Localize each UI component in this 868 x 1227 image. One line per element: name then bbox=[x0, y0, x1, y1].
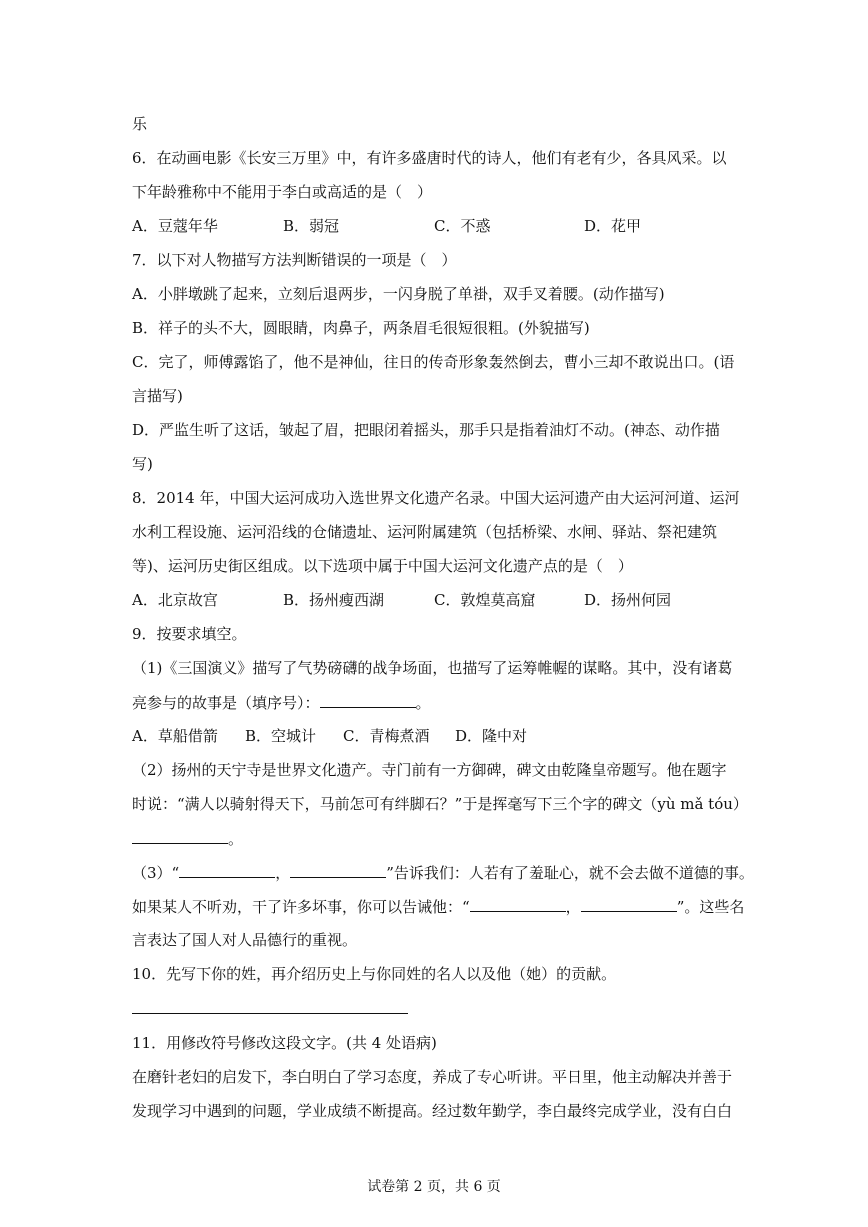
text-fragment: ， bbox=[565, 898, 581, 916]
question-8-stem-cont: 等)、运河历史街区组成。以下选项中属于中国大运河文化遗产点的是（ ） bbox=[132, 557, 633, 575]
question-7-option-b: B．祥子的头不大，圆眼睛，肉鼻子，两条眉毛很短很粗。(外貌描写) bbox=[132, 319, 590, 337]
question-9-part-1-cont bbox=[132, 692, 431, 713]
question-9-part-2: （2）扬州的天宁寺是世界文化遗产。寺门前有一方御碑，碑文由乾隆皇帝题写。他在题字 bbox=[132, 761, 727, 779]
option-d: D．花甲 bbox=[584, 217, 642, 235]
option-a: A．北京故宫 bbox=[132, 591, 218, 609]
question-6-stem-cont: 下年龄雅称中不能用于李白或高适的是（ ） bbox=[132, 183, 433, 201]
question-9-part-2-cont: 时说：“满人以骑射得天下，马前怎可有绊脚石？”于是挥毫写下三个字的碑文（yù mǎ tóu） bbox=[132, 795, 748, 813]
text-fragment: ”告诉我们：人若有了羞耻心，就不会去做不道德的事。 bbox=[386, 864, 754, 882]
text-fragment: 。 bbox=[415, 694, 431, 712]
answer-blank[interactable] bbox=[320, 692, 416, 708]
option-b: B．弱冠 bbox=[283, 217, 340, 235]
option-a: A．草船借箭 bbox=[132, 727, 218, 745]
option-b: B．扬州瘦西湖 bbox=[283, 591, 385, 609]
answer-blank[interactable] bbox=[179, 862, 275, 878]
option-c: C．不惑 bbox=[434, 217, 491, 235]
question-6-stem: 6．在动画电影《长安三万里》中，有许多盛唐时代的诗人，他们有老有少，各具风采。以 bbox=[132, 149, 727, 167]
question-7-option-a: A．小胖墩跳了起来，立刻后退两步，一闪身脱了单褂，双手叉着腰。(动作描写) bbox=[132, 285, 665, 303]
answer-line[interactable] bbox=[132, 1013, 408, 1014]
question-9-part-3 bbox=[132, 862, 754, 883]
option-d: D．扬州何园 bbox=[584, 591, 672, 609]
text-fragment: 亮参与的故事是（填序号）： bbox=[132, 694, 320, 712]
option-c: C．青梅煮酒 bbox=[343, 727, 430, 745]
answer-blank[interactable] bbox=[470, 896, 566, 912]
question-7-option-c: C．完了，师傅露馅了，他不是神仙，往日的传奇形象轰然倒去，曹小三却不敢说出口。(语 bbox=[132, 353, 735, 371]
question-7-stem: 7．以下对人物描写方法判断错误的一项是（ ） bbox=[132, 251, 457, 269]
question-9-part-2-cont bbox=[132, 828, 243, 849]
option-d: D．隆中对 bbox=[455, 727, 528, 745]
question-9-part-3-cont bbox=[132, 896, 744, 917]
question-8-stem: 8．2014 年，中国大运河成功入选世界文化遗产名录。中国大运河遗产由大运河河道、运河 bbox=[132, 489, 740, 507]
answer-blank[interactable] bbox=[581, 896, 677, 912]
answer-blank[interactable] bbox=[290, 862, 386, 878]
text-fragment: ， bbox=[275, 864, 291, 882]
page-footer: 试卷第 2 页，共 6 页 bbox=[367, 1179, 501, 1195]
option-c: C．敦煌莫高窟 bbox=[434, 591, 536, 609]
text-fragment: 如果某人不听劝，干了许多坏事，你可以告诫他：“ bbox=[132, 898, 470, 916]
question-9-part-1: （1)《三国演义》描写了气势磅礴的战争场面，也描写了运筹帷幄的谋略。其中，没有诸葛 bbox=[132, 659, 733, 677]
option-a: A．豆蔻年华 bbox=[132, 217, 218, 235]
question-8-stem-cont: 水利工程设施、运河沿线的仓储遗址、运河附属建筑（包括桥梁、水闸、驿站、祭祀建筑 bbox=[132, 523, 718, 541]
text-line: 乐 bbox=[132, 115, 148, 133]
text-fragment: 。 bbox=[228, 830, 244, 848]
answer-blank[interactable] bbox=[132, 828, 228, 844]
question-7-option-c-cont: 言描写) bbox=[132, 387, 183, 405]
text-fragment: （3）“ bbox=[132, 864, 180, 882]
question-11-passage: 在磨针老妇的启发下，李白明白了学习态度，养成了专心听讲。平日里，他主动解决并善于 bbox=[132, 1068, 733, 1086]
question-7-option-d-cont: 写) bbox=[132, 455, 153, 473]
text-fragment: ”。这些名 bbox=[676, 898, 745, 916]
question-7-option-d: D．严监生听了这话，皱起了眉，把眼闭着摇头，那手只是指着油灯不动。(神态、动作描 bbox=[132, 421, 720, 439]
question-9-part-3-cont: 言表达了国人对人品德行的重视。 bbox=[132, 931, 358, 949]
question-10-stem: 10．先写下你的姓，再介绍历史上与你同姓的名人以及他（她）的贡献。 bbox=[132, 965, 617, 983]
question-11-stem: 11．用修改符号修改这段文字。(共 4 处语病) bbox=[132, 1034, 437, 1052]
question-9-stem: 9．按要求填空。 bbox=[132, 625, 247, 643]
option-b: B．空城计 bbox=[245, 727, 317, 745]
question-11-passage-cont: 发现学习中遇到的问题，学业成绩不断提高。经过数年勤学，李白最终完成学业，没有白白 bbox=[132, 1102, 733, 1120]
